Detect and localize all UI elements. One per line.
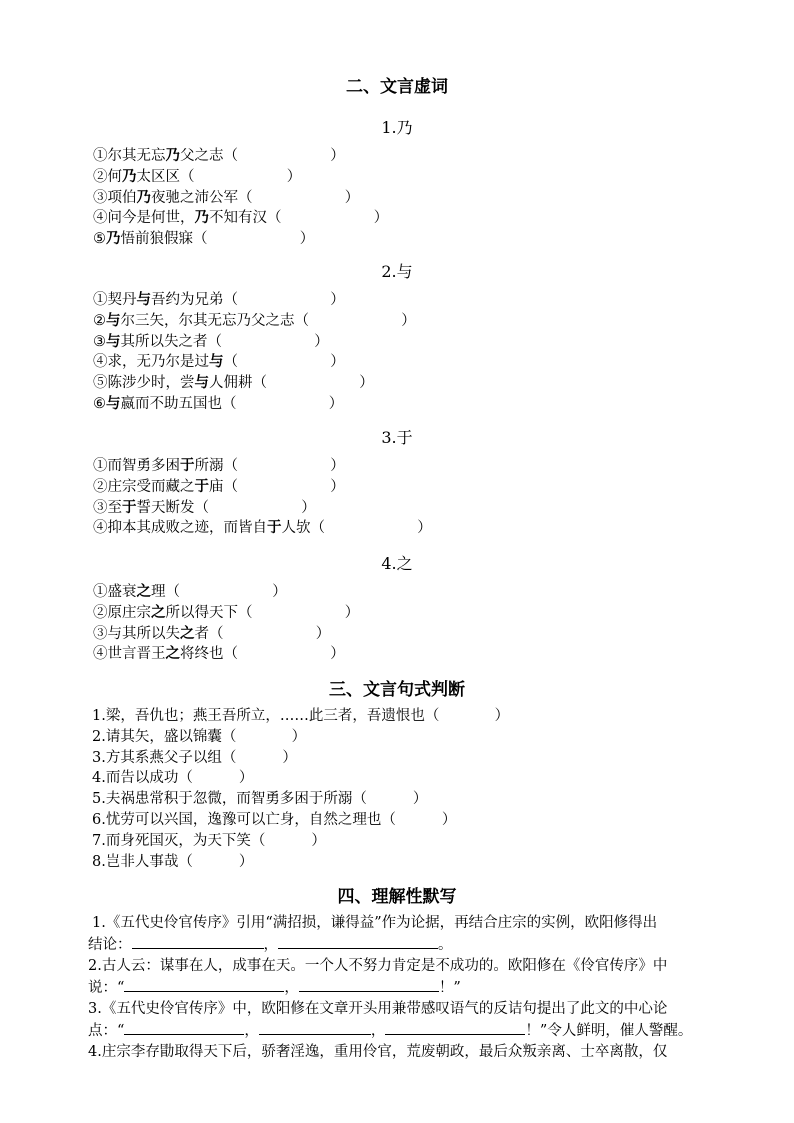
item-text-before: ④抑本其成败之迹，而皆自 [93, 520, 267, 537]
item-text-before: ②何 [93, 168, 122, 185]
item-text-after: 所以得天下（ [165, 604, 253, 621]
moxie-q3-sep: ， [244, 1023, 259, 1039]
jushi-item: 6.忧劳可以兴国，逸豫可以亡身，自然之理也（ ） [92, 812, 457, 828]
moxie-q3-end: ！”令人鲜明，催人警醒。 [525, 1023, 693, 1039]
key-word: 乃 [165, 147, 180, 164]
item-text-before: ② [93, 312, 106, 329]
answer-space[interactable] [325, 520, 417, 536]
key-word: 于 [122, 498, 137, 516]
closing-paren: ） [272, 584, 287, 600]
key-word: 乃 [122, 167, 137, 185]
item-text-after: 所溺（ [194, 458, 238, 474]
moxie-q4-line1: 4.庄宗李存勖取得天下后，骄奢淫逸，重用伶官，荒废朝政，最后众叛亲离、士卒离散，仅 [88, 1044, 668, 1060]
xuci-item [93, 290, 345, 310]
xuci-item [93, 644, 345, 664]
answer-blank[interactable] [132, 934, 264, 949]
closing-paren: ） [359, 375, 374, 392]
jushi-item: 4.而告以成功（ ） [92, 770, 254, 787]
xuci-item [93, 624, 330, 644]
xuci-item [93, 229, 314, 249]
jushi-item: 1.梁，吾仇也；燕王吾所立，……此三者，吾遗恨也（ ） [92, 708, 510, 724]
key-word: 与 [106, 395, 121, 412]
moxie-q2-sep: ， [284, 980, 299, 996]
moxie-question-4 [88, 1042, 734, 1063]
key-word: 乃 [136, 188, 151, 206]
answer-space[interactable] [309, 313, 401, 329]
xuci-item [93, 311, 416, 331]
item-text-after: 尔三矢，尔其无忘乃父之志（ [120, 312, 309, 329]
answer-blank[interactable] [124, 977, 284, 992]
xuci-item [93, 146, 345, 166]
section-title-moxie: 四、理解性默写 [337, 887, 457, 907]
xuci-item [93, 518, 432, 538]
moxie-question-2 [88, 956, 734, 999]
item-text-before: ④世言晋王 [93, 646, 166, 663]
answer-space[interactable] [267, 375, 359, 391]
answer-space[interactable] [237, 396, 329, 412]
item-text-after: 者（ [194, 625, 224, 642]
answer-space[interactable] [238, 354, 330, 370]
section-title-xuci: 二、文言虚词 [346, 77, 448, 97]
item-text-after: 誓天断发（ [136, 499, 209, 516]
item-text-after: 吾约为兄弟（ [151, 292, 238, 308]
moxie-q2-prefix: 说：“ [88, 980, 125, 996]
item-text-before: ①盛衰 [93, 584, 137, 600]
xuci-item [93, 394, 343, 414]
answer-space[interactable] [180, 584, 272, 600]
item-text-before: ①契丹 [93, 292, 137, 308]
item-text-before: ⑤陈涉少时，尝 [93, 375, 195, 392]
moxie-q3-line1: 3.《五代史伶官传序》中，欧阳修在文章开头用兼带感叹语气的反诘句提出了此文的中心论 [88, 1001, 668, 1017]
group-heading-yu: 2.与 [381, 262, 413, 281]
group-heading-yu2: 3.于 [381, 428, 413, 447]
item-text-after: 人佣耕（ [209, 375, 267, 392]
item-text-after: 理（ [151, 584, 180, 600]
xuci-item [93, 167, 301, 187]
item-text-before: ③ [93, 333, 106, 350]
moxie-question-3 [88, 999, 734, 1042]
section-title-jushi: 三、文言句式判断 [329, 680, 465, 700]
item-text-after: 不知有汉（ [209, 210, 282, 227]
key-word: 与 [106, 311, 121, 329]
answer-blank[interactable] [124, 1020, 244, 1035]
jushi-item: 2.请其矢，盛以锦囊（ ） [92, 728, 307, 745]
item-text-after: 人欤（ [281, 520, 325, 537]
answer-space[interactable] [209, 500, 301, 516]
moxie-q2-line1: 2.古人云：谋事在人，成事在天。一个人不努力肯定是不成功的。欧阳修在《伶官传序》中 [88, 958, 668, 974]
xuci-item [93, 188, 359, 208]
answer-space[interactable] [238, 148, 330, 164]
key-word: 之 [136, 583, 151, 600]
answer-blank[interactable] [299, 977, 439, 992]
item-text-before: ④求，无乃尔是过 [93, 354, 209, 371]
answer-space[interactable] [253, 605, 345, 621]
group-heading-nai: 1.乃 [381, 118, 413, 137]
item-text-after: 太区区（ [136, 168, 195, 185]
item-text-before: ③与其所以失 [93, 625, 180, 642]
key-word: 之 [180, 624, 195, 642]
xuci-item [93, 582, 287, 602]
closing-paren: ） [330, 148, 345, 164]
answer-space[interactable] [238, 646, 330, 662]
key-word: 与 [106, 332, 121, 350]
key-word: 之 [151, 603, 166, 621]
group-heading-zhi: 4.之 [381, 554, 413, 573]
item-text-after: 夜驰之沛公军（ [151, 189, 253, 206]
closing-paren: ） [344, 604, 360, 621]
item-text-after: 父之志（ [180, 148, 238, 164]
key-word: 乃 [194, 209, 209, 227]
item-text-before: ③项伯 [93, 189, 137, 206]
item-text-before: ⑤ [93, 231, 106, 248]
xuci-item [93, 208, 388, 228]
closing-paren: ） [299, 231, 315, 248]
answer-blank[interactable] [278, 934, 438, 949]
key-word: 于 [194, 477, 209, 495]
item-text-after: （ [223, 354, 238, 371]
answer-blank[interactable] [259, 1020, 371, 1035]
answer-space[interactable] [208, 231, 300, 247]
item-text-after: 庙（ [209, 478, 238, 495]
closing-paren: ） [330, 354, 345, 371]
jushi-item: 5.夫祸患常积于忽微，而智勇多困于所溺（ ） [92, 791, 428, 808]
jushi-item: 3.方其系燕父子以组（ ） [92, 749, 297, 766]
key-word: 于 [267, 519, 282, 537]
key-word: 之 [165, 645, 180, 663]
item-text-after: 其所以失之者（ [120, 333, 222, 350]
moxie-q1-sep: ， [263, 937, 278, 953]
jushi-item: 8.岂非人事哉（ ） [92, 853, 254, 870]
item-text-before: ③至 [93, 499, 122, 516]
moxie-q1-line1: 1.《五代史伶官传序》引用“满招损，谦得益”作为论据，再结合庄宗的实例，欧阳修得出 [92, 915, 658, 931]
closing-paren: ） [328, 396, 344, 412]
answer-space[interactable] [238, 292, 330, 308]
item-text-before: ①而智勇多困 [93, 458, 180, 474]
item-text-before: ②原庄宗 [93, 604, 151, 621]
moxie-q1-end: 。 [438, 937, 453, 953]
item-text-after: 嬴而不助五国也（ [120, 396, 237, 412]
closing-paren: ） [286, 168, 302, 185]
xuci-item [93, 477, 345, 497]
closing-paren: ） [330, 458, 345, 474]
item-text-after: 悟前狼假寐（ [120, 231, 208, 248]
key-word: 与 [194, 374, 209, 392]
answer-space[interactable] [282, 210, 374, 226]
answer-space[interactable] [238, 479, 330, 495]
closing-paren: ） [315, 625, 331, 642]
item-text-before: ①尔其无忘 [93, 148, 166, 164]
moxie-q3-prefix: 点：“ [88, 1023, 125, 1039]
jushi-item: 7.而身死国灭，为天下笑（ ） [92, 832, 326, 849]
key-word: 乃 [106, 230, 121, 248]
moxie-q1-prefix: 结论： [88, 937, 132, 953]
key-word: 与 [209, 353, 224, 371]
xuci-item [93, 373, 374, 393]
item-text-after: 将终也（ [180, 646, 238, 663]
moxie-q2-end: ！” [438, 980, 461, 996]
key-word: 于 [180, 457, 195, 474]
answer-space[interactable] [195, 169, 287, 185]
closing-paren: ） [330, 646, 345, 663]
closing-paren: ） [330, 478, 345, 495]
closing-paren: ） [417, 520, 432, 537]
item-text-before: ②庄宗受而藏之 [93, 478, 195, 495]
closing-paren: ） [301, 499, 316, 516]
moxie-q3-sep2: ， [370, 1023, 386, 1039]
xuci-item [93, 352, 345, 372]
xuci-item [93, 456, 345, 476]
closing-paren: ） [344, 189, 360, 206]
answer-blank[interactable] [385, 1020, 525, 1035]
xuci-item [93, 498, 316, 518]
xuci-item [93, 603, 359, 623]
key-word: 与 [136, 291, 151, 308]
answer-space[interactable] [238, 458, 330, 474]
closing-paren: ） [314, 333, 329, 350]
answer-space[interactable] [224, 626, 316, 642]
answer-space[interactable] [222, 334, 314, 350]
closing-paren: ） [401, 312, 416, 329]
item-text-before: ④问今是何世， [93, 210, 195, 227]
answer-space[interactable] [253, 190, 345, 206]
item-text-before: ⑥ [93, 396, 106, 412]
moxie-question-1 [88, 913, 734, 956]
xuci-item [93, 332, 329, 352]
closing-paren: ） [330, 292, 345, 308]
closing-paren: ） [373, 210, 389, 227]
